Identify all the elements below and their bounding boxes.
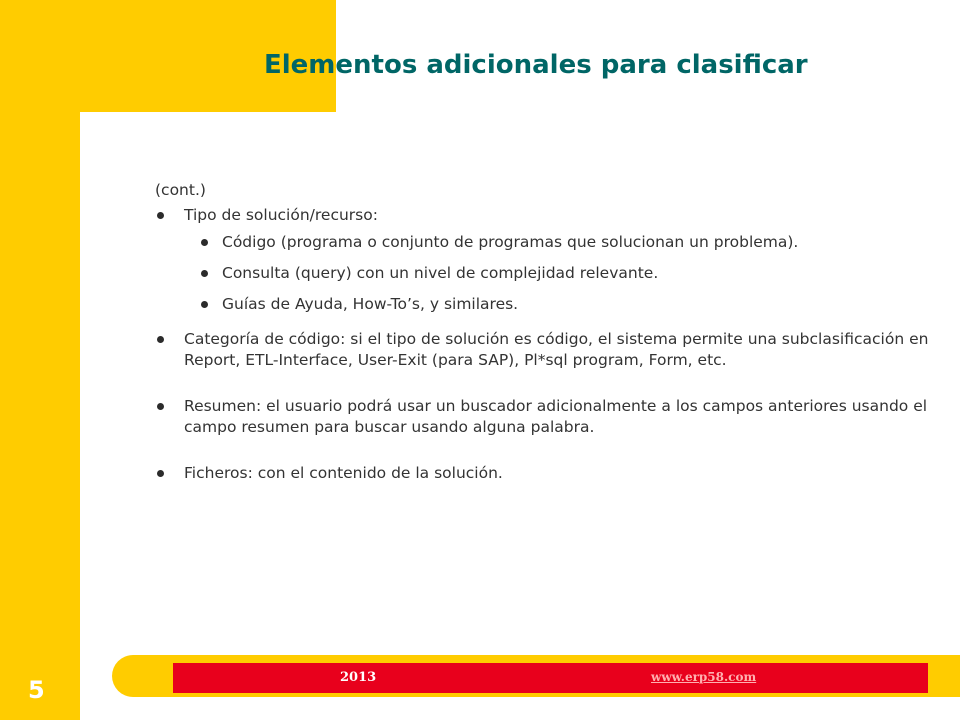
bullet-dot-icon xyxy=(201,270,208,277)
sub-bullet-text: Consulta (query) con un nivel de complejidad relevante. xyxy=(222,264,659,282)
footer-website-link[interactable]: www.erp58.com xyxy=(651,670,757,684)
bullet-item xyxy=(155,463,945,484)
bullet-dot-icon xyxy=(157,403,164,410)
sub-bullet-text: Código (programa o conjunto de programas que solucionan un problema). xyxy=(222,233,799,251)
bullet-text: Tipo de solución/recurso: xyxy=(184,206,378,224)
bullet-text: Resumen: el usuario podrá usar un buscador adicionalmente a los campos anteriores usando el campo resumen para buscar usando alguna palabra. xyxy=(184,397,928,436)
sub-list xyxy=(155,232,945,315)
sub-bullet-item xyxy=(199,263,945,284)
page-number: 5 xyxy=(28,676,45,704)
bullet-item xyxy=(155,329,945,371)
slide-content xyxy=(155,180,945,484)
left-accent-bar xyxy=(0,0,80,720)
bullet-item xyxy=(155,396,945,438)
footer-red-strip xyxy=(173,663,928,693)
sub-bullet-item xyxy=(199,232,945,253)
bullet-item xyxy=(155,205,945,226)
sub-bullet-text: Guías de Ayuda, How-To’s, y similares. xyxy=(222,295,519,313)
bullet-dot-icon xyxy=(201,239,208,246)
footer-year: 2013 xyxy=(340,670,377,685)
bullet-text: Ficheros: con el contenido de la solución. xyxy=(184,464,503,482)
slide-title: Elementos adicionales para clasificar xyxy=(264,50,808,80)
bullet-text: Categoría de código: si el tipo de solución es código, el sistema permite una subclasificación en Report, ETL-Interface, User-Exit (para SAP), Pl*sql program, Form, etc. xyxy=(184,330,929,369)
bullet-dot-icon xyxy=(157,212,164,219)
intro-text: (cont.) xyxy=(155,181,206,199)
bullet-dot-icon xyxy=(157,470,164,477)
bullet-dot-icon xyxy=(201,301,208,308)
sub-bullet-item xyxy=(199,294,945,315)
bullet-dot-icon xyxy=(157,336,164,343)
